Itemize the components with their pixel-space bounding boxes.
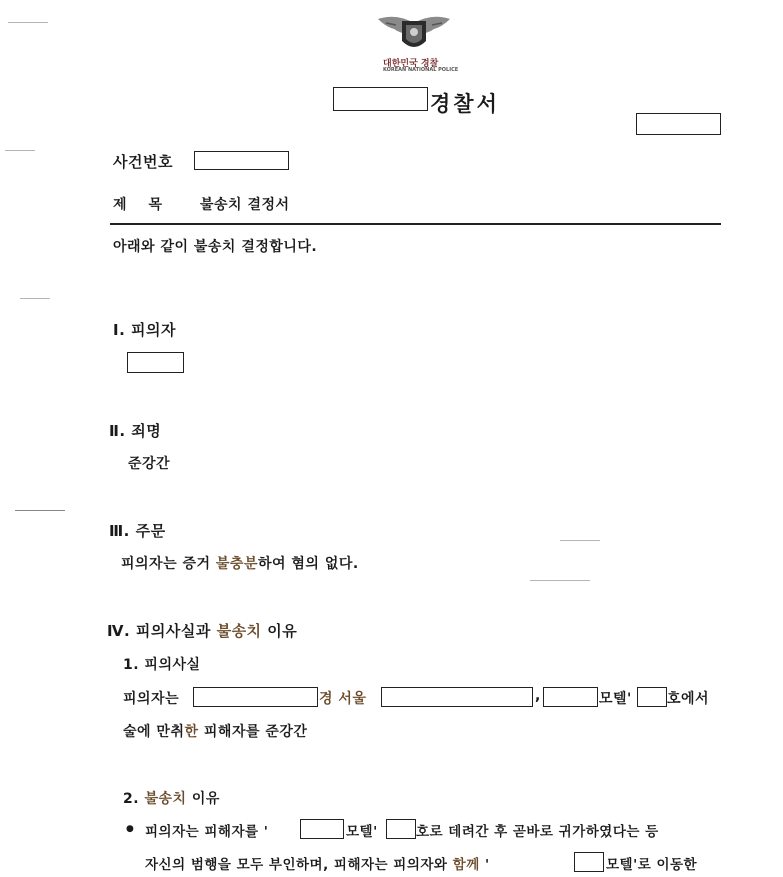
scan-speck [560, 540, 600, 541]
section-3-body-pre: 피의자는 증거 [121, 556, 216, 572]
section-3-body-highlight: 불충분 [215, 556, 258, 572]
section-3-heading: Ⅲ. 주문 [109, 522, 166, 540]
org-name-korean: 대한민국 경찰 [383, 59, 439, 69]
scan-speck [15, 510, 65, 511]
intro-text: 아래와 같이 불송치 결정합니다. [113, 239, 318, 255]
header-divider [110, 223, 721, 225]
subsection-1-heading: 1. 피의사실 [123, 657, 201, 673]
subsection-2-heading-post: 이유 [186, 791, 220, 807]
redacted-motel-name-3 [574, 852, 604, 872]
section-4-heading [107, 620, 297, 641]
facts-line-2-b: 한 [184, 724, 199, 740]
section-4-heading-pre: Ⅳ. 피의사실과 [107, 622, 217, 640]
scan-speck [20, 298, 50, 299]
redacted-motel-name [543, 687, 598, 707]
reason-line-2-d: 모텔'로 이동한 [606, 857, 698, 873]
reason-line-1-a: 피의자는 피해자를 ' [145, 824, 269, 840]
bullet-icon: ● [126, 824, 135, 834]
redacted-datetime [193, 687, 318, 707]
section-2-body: 준강간 [128, 456, 171, 472]
redacted-case-number [194, 151, 289, 170]
section-4-heading-post: 이유 [261, 622, 298, 640]
subsection-2-heading [123, 788, 220, 808]
redacted-station-name [333, 87, 428, 111]
section-4-heading-highlight: 불송치 [216, 622, 262, 640]
redacted-motel-name-2 [300, 819, 344, 839]
reason-line-1-b: 모텔' [346, 824, 378, 840]
section-1-heading: Ⅰ. 피의자 [113, 321, 176, 339]
facts-line-1-a: 피의자는 [123, 691, 180, 707]
section-2-heading: Ⅱ. 죄명 [109, 422, 162, 440]
subsection-2-heading-highlight: 불송치 [144, 791, 187, 807]
facts-line-2 [123, 721, 307, 741]
scan-speck [8, 22, 48, 23]
reason-line-1-c: 호로 데려간 후 곧바로 귀가하였다는 등 [416, 824, 659, 840]
redacted-date [636, 113, 721, 135]
facts-line-1-e: 호에서 [667, 691, 710, 707]
subject-value: 불송치 결정서 [200, 197, 290, 213]
redacted-room-number [637, 687, 667, 707]
scan-speck [530, 580, 590, 581]
police-emblem [376, 11, 452, 55]
redacted-room-number-2 [386, 819, 416, 839]
reason-line-2-c: ' [479, 857, 490, 873]
org-name-english: KOREAN NATIONAL POLICE [383, 67, 459, 73]
facts-line-2-a: 술에 만취 [123, 724, 185, 740]
reason-line-2-b: 함께 [452, 857, 480, 873]
reason-line-2-a-text: 자신의 범행을 모두 부인하며, 피해자는 피의자와 [145, 857, 453, 873]
facts-line-1-b: 경 서울 [319, 691, 367, 707]
scan-speck [5, 150, 35, 151]
redacted-suspect-name [127, 352, 184, 373]
facts-line-1-c: , [535, 688, 541, 704]
facts-line-1-d: 모텔' [599, 691, 632, 707]
section-3-body-post: 하여 혐의 없다. [257, 556, 359, 572]
subject-label: 제 목 [113, 197, 163, 213]
subsection-2-heading-pre: 2. [123, 791, 145, 807]
document-title: 경찰서 [430, 92, 500, 116]
facts-line-2-c: 피해자를 준강간 [198, 724, 308, 740]
section-3-body [121, 553, 359, 573]
case-number-label: 사건번호 [113, 153, 173, 171]
reason-line-2-a [145, 853, 490, 873]
redacted-address [381, 687, 533, 707]
